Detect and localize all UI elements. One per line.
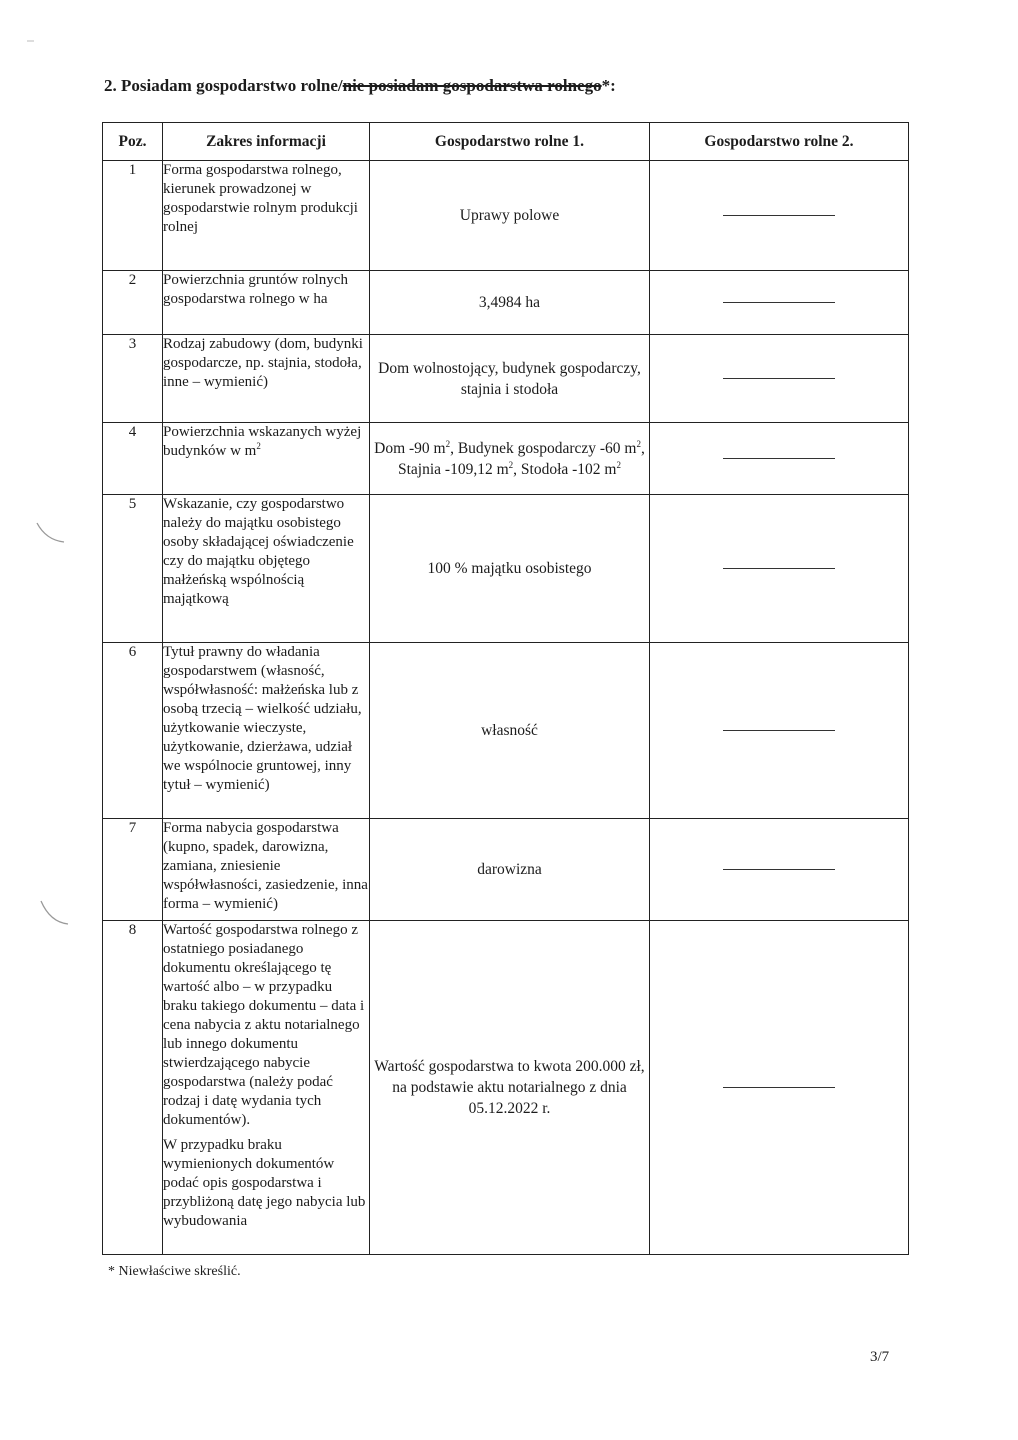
desc-sup: 2 bbox=[256, 441, 261, 451]
val-sup: 2 bbox=[445, 438, 451, 449]
heading-prefix: 2. Posiadam gospodarstwo rolne/ bbox=[104, 76, 343, 95]
row-number: 5 bbox=[103, 495, 163, 643]
row-value-2 bbox=[650, 271, 909, 335]
header-zakres: Zakres informacji bbox=[163, 123, 370, 161]
row-description: Rodzaj zabudowy (dom, budynki gospodarcze, np. stajnia, stodoła, inne – wymienić) bbox=[163, 335, 370, 423]
row-number: 2 bbox=[103, 271, 163, 335]
header-poz: Poz. bbox=[103, 123, 163, 161]
scan-mark-low bbox=[38, 898, 72, 928]
farm-info-table bbox=[102, 122, 909, 1255]
val-sup: 2 bbox=[636, 438, 641, 449]
val-part: Dom -90 m bbox=[374, 439, 446, 457]
row-value: 100 % majątku osobistego bbox=[370, 495, 650, 643]
val-sup: 2 bbox=[508, 459, 514, 470]
row-value-2 bbox=[650, 643, 909, 819]
empty-dash bbox=[723, 730, 835, 731]
empty-dash bbox=[723, 1087, 835, 1088]
heading-suffix: *: bbox=[601, 76, 616, 95]
row-number: 8 bbox=[103, 921, 163, 1255]
row-description: Tytuł prawny do władania gospodarstwem (własność, współwłasność: małżeńska lub z osobą trzecią – wielkość udziału, użytkowanie wieczyste, użytkowanie, dzierżawa, udział we wspólnocie gruntowej, inny tytuł – wymienić) bbox=[163, 643, 370, 819]
row-value: Dom wolnostojący, budynek gospodarczy, stajnia i stodoła bbox=[370, 335, 650, 423]
row-description bbox=[163, 921, 370, 1255]
desc-text: Wartość gospodarstwa rolnego z ostatniego posiadanego dokumentu określającego tę wartość albo – w przypadku braku takiego dokumentu – data i cena nabycia z aktu notarialnego lub innego dokumentu stwierdzającego nabycie gospodarstwa (należy podać rodzaj i datę wydania tych dokumentów). bbox=[163, 922, 365, 1128]
scan-mark-top bbox=[26, 38, 36, 44]
page-number: 3/7 bbox=[870, 1349, 890, 1365]
empty-dash bbox=[723, 302, 835, 303]
row-number: 1 bbox=[103, 161, 163, 271]
val-sup: 2 bbox=[616, 459, 621, 470]
table-header-row bbox=[103, 123, 909, 161]
val-part: , Stajnia -109,12 m bbox=[398, 439, 645, 478]
table-row bbox=[103, 643, 909, 819]
empty-dash bbox=[723, 378, 835, 379]
row-value: Wartość gospodarstwa to kwota 200.000 zł, na podstawie aktu notarialnego z dnia 05.12.2022 r. bbox=[370, 921, 650, 1255]
desc-text: Powierzchnia wskazanych wyżej budynków w m bbox=[163, 424, 362, 459]
table-row bbox=[103, 271, 909, 335]
table-row bbox=[103, 921, 909, 1255]
empty-dash bbox=[723, 869, 835, 870]
row-value: 3,4984 ha bbox=[370, 271, 650, 335]
header-gospodarstwo-1: Gospodarstwo rolne 1. bbox=[370, 123, 650, 161]
row-number: 7 bbox=[103, 819, 163, 921]
table-row bbox=[103, 335, 909, 423]
row-value bbox=[370, 423, 650, 495]
footnote: * Niewłaściwe skreślić. bbox=[108, 1264, 241, 1279]
row-value: darowizna bbox=[370, 819, 650, 921]
table-row bbox=[103, 819, 909, 921]
row-description: Forma nabycia gospodarstwa (kupno, spadek, darowizna, zamiana, zniesienie współwłasności, zasiedzenie, inna forma – wymienić) bbox=[163, 819, 370, 921]
table-row bbox=[103, 495, 909, 643]
row-description bbox=[163, 423, 370, 495]
val-part: , Stodoła -102 m bbox=[513, 460, 617, 478]
empty-dash bbox=[723, 458, 835, 459]
row-value: Uprawy polowe bbox=[370, 161, 650, 271]
row-value-2 bbox=[650, 495, 909, 643]
row-value-2 bbox=[650, 819, 909, 921]
val-part: , Budynek gospodarczy -60 m bbox=[450, 439, 637, 457]
row-value-2 bbox=[650, 921, 909, 1255]
row-description: Forma gospodarstwa rolnego, kierunek prowadzonej w gospodarstwie rolnym produkcji rolnej bbox=[163, 161, 370, 271]
row-value-2 bbox=[650, 335, 909, 423]
row-value-2 bbox=[650, 423, 909, 495]
row-number: 4 bbox=[103, 423, 163, 495]
desc-text-2: W przypadku braku wymienionych dokumentów podać opis gospodarstwa i przybliżoną datę jego nabycia lub wybudowania bbox=[163, 1137, 366, 1229]
row-number: 3 bbox=[103, 335, 163, 423]
section-heading bbox=[104, 76, 616, 96]
empty-dash bbox=[723, 568, 835, 569]
row-value-2 bbox=[650, 161, 909, 271]
table-row bbox=[103, 423, 909, 495]
row-number: 6 bbox=[103, 643, 163, 819]
empty-dash bbox=[723, 215, 835, 216]
header-gospodarstwo-2: Gospodarstwo rolne 2. bbox=[650, 123, 909, 161]
scan-mark-mid bbox=[34, 520, 68, 546]
row-description: Wskazanie, czy gospodarstwo należy do majątku osobistego osoby składającej oświadczenie czy do majątku objętego małżeńską wspólnością majątkową bbox=[163, 495, 370, 643]
heading-struck-text: nie posiadam gospodarstwa rolnego bbox=[342, 76, 602, 95]
table-row bbox=[103, 161, 909, 271]
row-value: własność bbox=[370, 643, 650, 819]
row-description: Powierzchnia gruntów rolnych gospodarstwa rolnego w ha bbox=[163, 271, 370, 335]
